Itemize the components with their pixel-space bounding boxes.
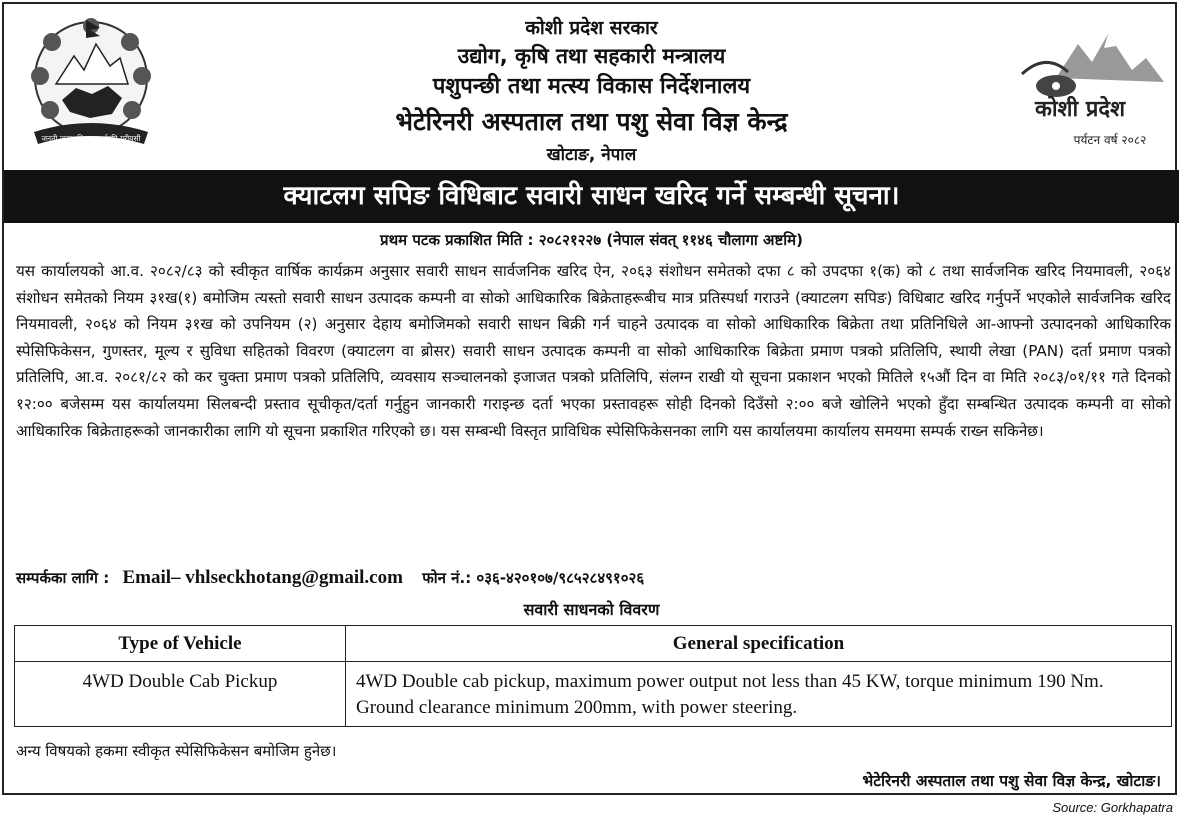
column-header-specification: General specification	[346, 626, 1172, 662]
column-header-vehicle-type: Type of Vehicle	[15, 626, 346, 662]
table-row	[15, 662, 1172, 727]
publication-date: प्रथम पटक प्रकाशित मिति : २०८२१२२७ (नेपाल संवत् ११४६ चौलागा अष्टमि)	[380, 231, 803, 249]
source-credit: Source: Gorkhapatra	[1052, 800, 1173, 815]
vehicle-table	[14, 625, 1172, 727]
contact-line	[16, 567, 1166, 589]
footnote: अन्य विषयको हकमा स्वीकृत स्पेसिफिकेसन बमोजिम हुनेछ।	[16, 742, 337, 760]
contact-label: सम्पर्कका लागि :	[16, 569, 110, 587]
header-line-4: भेटेरिनरी अस्पताल तथा पशु सेवा विज्ञ केन्द्र	[395, 107, 788, 136]
header-line-3: पशुपन्छी तथा मत्स्य विकास निर्देशनालय	[432, 74, 751, 99]
vehicle-section-title: सवारी साधनको विवरण	[523, 600, 660, 619]
vehicle-type-cell: 4WD Double Cab Pickup	[15, 662, 346, 727]
contact-phone: फोन नं.: ०३६-४२०१०७/९८५२८४९१०२६	[422, 569, 645, 587]
contact-email: Email– vhlseckhotang@gmail.com	[122, 567, 403, 588]
header-line-2: उद्योग, कृषि तथा सहकारी मन्त्रालय	[457, 44, 726, 68]
notice-frame	[2, 2, 1177, 795]
table-header-row	[15, 626, 1172, 662]
notice-body: यस कार्यालयको आ.व. २०८२/८३ को स्वीकृत वार्षिक कार्यक्रम अनुसार सवारी साधन सार्वजनिक खरिद ऐन, २०६३ संशोधन समेतको दफा ८ को उपदफा १(क) को ८ तथा सार्वजनिक खरिद नियमावली, २०६४ संशोधन समेतको नियम ३१ख(१) बमोजिम त्यस्तो सवारी साधन उत्पादक कम्पनी वा सोको आधिकारिक बिक्रेताहरूबीच मात्र प्रतिस्पर्धा गराउने (क्याटलग सपिङ) विधिबाट खरिद गर्नुपर्ने भएकोले सार्वजनिक खरिद नियमावली, २०६४ को नियम ३१ख को उपनियम (२) अनुसार देहाय बमोजिमको सवारी साधन बिक्री गर्न चाहने उत्पादक वा सोको आधिकारिक बिक्रेता तथा प्रतिनिधिले आ-आफ्नो उत्पादनको आधिकारिक स्पेसिफिकेसन, गुणस्तर, मूल्य र सुविधा सहितको विवरण (क्याटलग वा ब्रोसर) सवारी साधन उत्पादक कम्पनी वा सोको आधिकारिक बिक्रेता प्रमाण पत्रको प्रतिलिपि, स्थायी लेखा (PAN) दर्ता प्रमाण पत्रको प्रतिलिपि, आ.व. २०८१/८२ को कर चुक्ता प्रमाण पत्रको प्रतिलिपि, व्यवसाय सञ्चालनको इजाजत पत्रको प्रतिलिपि, संलग्न राखी यो सूचना प्रकाशन भएको मितिले १५औं दिन वा मिति २०८३/०१/११ गते दिनको १२:०० बजेसम्म यस कार्यालयमा सिलबन्दी प्रस्ताव सूचीकृत/दर्ता गर्नुहुन जानकारी गराइन्छ दर्ता भएका प्रस्तावहरू सोही दिनको दिउँसो २:०० बजे खोलिने भएको हुँदा सम्बन्धित उत्पादक कम्पनी वा सोको आधिकारिक बिक्रेताहरूको जानकारीका लागि यो सूचना प्रकाशित गरिएको छ। यस सम्बन्धी विस्तृत प्राविधिक स्पेसिफिकेसनका लागि यस कार्यालयमा कार्यालय समयमा सम्पर्क राख्न सकिनेछ।	[16, 262, 1171, 440]
header-line-1: कोशी प्रदेश सरकार	[525, 17, 658, 39]
logo-koshi-text: कोशी प्रदेश	[1034, 97, 1126, 122]
header-line-5: खोटाङ, नेपाल	[546, 145, 637, 165]
logo-tourism-year-text: पर्यटन वर्ष २०८२	[1073, 133, 1147, 147]
koshi-tourism-year-logo	[1016, 18, 1174, 156]
emblem-motto: जननी जन्मभूमिश्च स्वर्गादपि गरीयसी	[41, 134, 141, 143]
notice-title: क्याटलग सपिङ विधिबाट सवारी साधन खरिद गर्ने सम्बन्धी सूचना।	[4, 170, 1179, 223]
notice-header	[4, 4, 1179, 169]
specification-cell: 4WD Double cab pickup, maximum power output not less than 45 KW, torque minimum 190 Nm. Ground clearance minimum 200mm, with power steering.	[346, 662, 1172, 727]
issuer-signature: भेटेरिनरी अस्पताल तथा पशु सेवा विज्ञ केन्द्र, खोटाङ।	[862, 772, 1161, 790]
